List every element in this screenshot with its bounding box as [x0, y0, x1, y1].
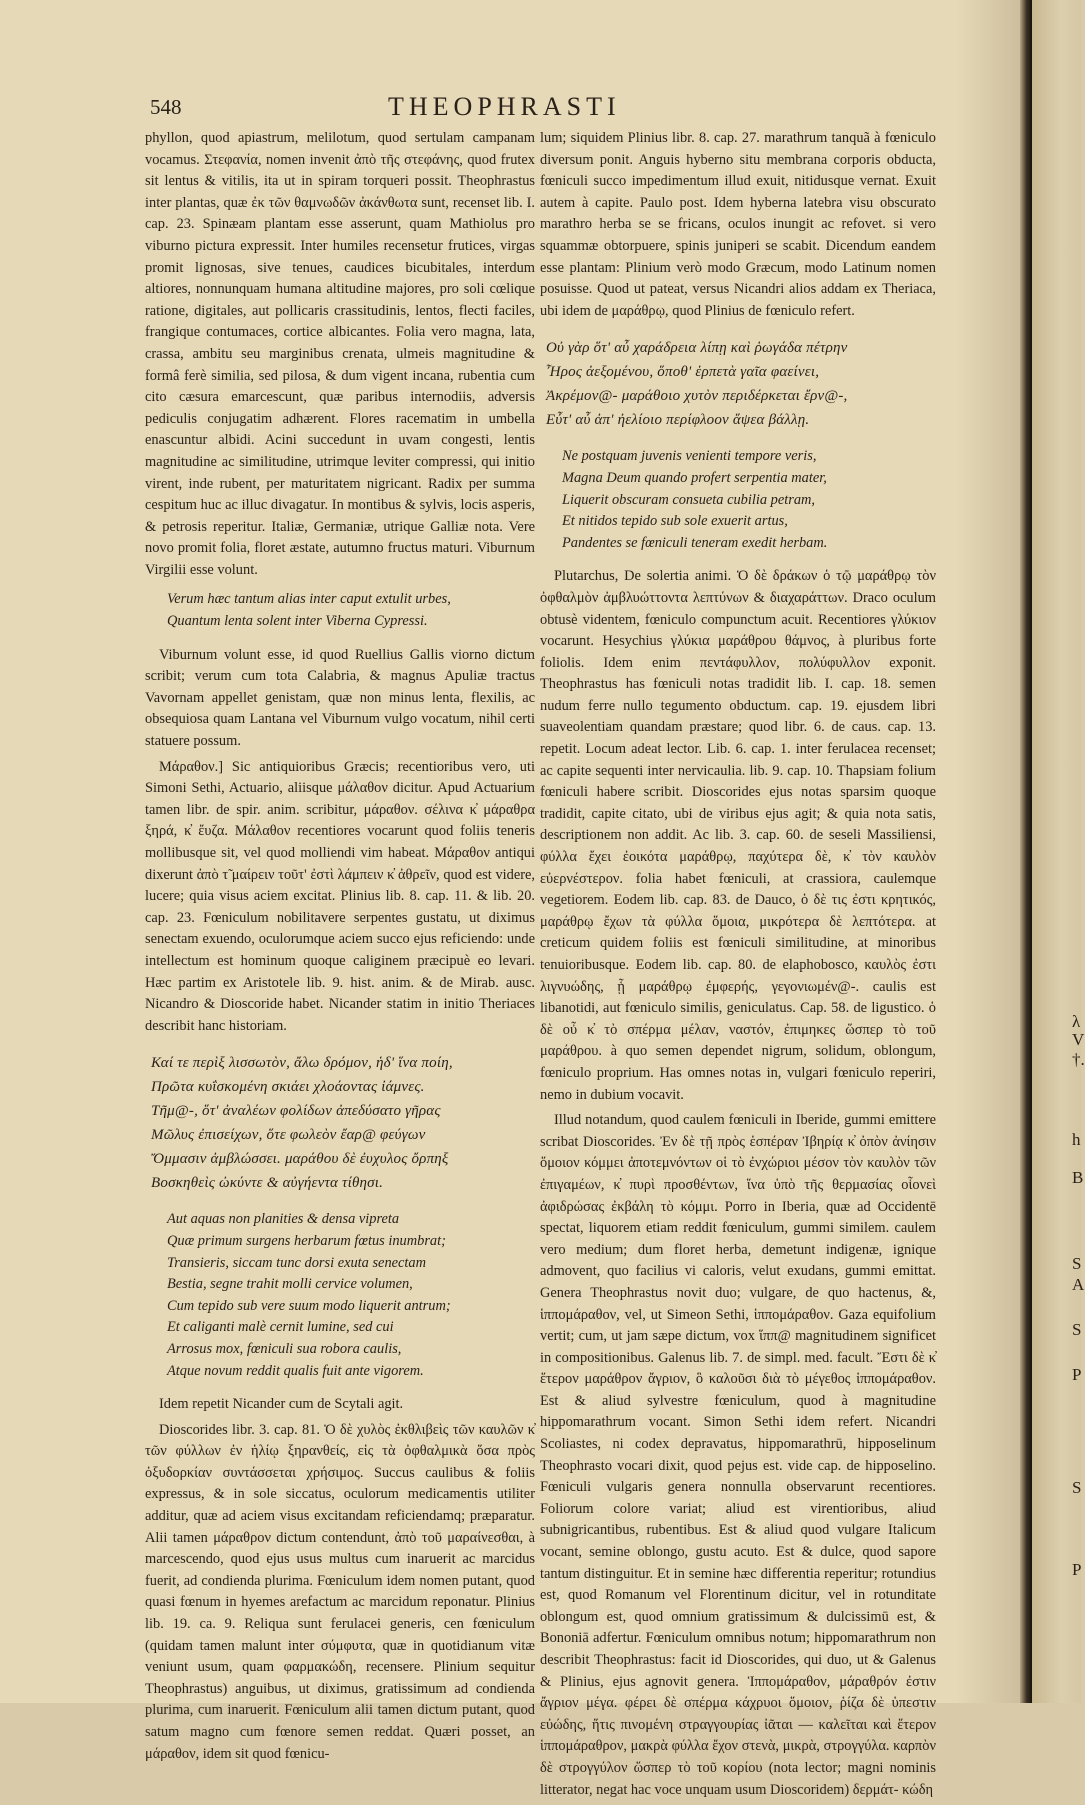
verse-line: Quantum lenta solent inter Viberna Cypressi. [167, 613, 428, 630]
glyph: S [1072, 1320, 1082, 1339]
left-column [145, 128, 535, 1769]
paragraph: Idem repetit Nicander cum de Scytali agit. [159, 1396, 404, 1413]
verse-line: Οὐ γὰρ ὅτ' αὖ χαράδρεια λίπῃ καὶ ῥωγάδα πέτρην [546, 340, 848, 357]
glyph: λ [1072, 1012, 1081, 1031]
paragraph: lum; siquidem Plinius libr. 8. cap. 27. marathrum tanquã à fœniculo diversum ponit. Anguis hyberno situ membrana corporis obducta, fœniculi succo impedimentum illud exuit, nitidusque vernat. Exuit autem à capite. Paulo post. Idem hyberna latebra visu obscurato marathro herba se se fricans, oculos inungit ac refovet. si vero squammæ obtorpuere, spinis juniperi se scabit. Dicendum eandem esse plantam: Plinium verò modo Græcum, modo Latinum nomen posuisse. Quod ut pateat, versus Nicandri alios addam ex Theriaca, ubi idem de μαράθρῳ, quod Plinius de fœniculo refert. [540, 130, 936, 319]
verse-line: Ἦρος ἀεξομένου, ὅποθ' ἑρπετὰ γαῖα φαείνει, [546, 364, 820, 381]
glyph: A [1072, 1275, 1085, 1294]
verse-line: Cum tepido sub vere suum modo liquerit antrum; [167, 1297, 451, 1314]
glyph: V [1072, 1030, 1085, 1049]
verse-line: Ὄμμασιν ἀμβλώσσει. μαράθου δὲ ἐυχυλος ὄρπηξ [151, 1151, 449, 1168]
glyph: †. [1072, 1050, 1085, 1069]
running-head: THEOPHRASTI [388, 92, 621, 121]
verse-line: Bestia, segne trahit molli cervice volumen, [167, 1276, 413, 1293]
verse-line: Ne postquam juvenis venienti tempore veris, [562, 448, 817, 465]
greek-verse [151, 1051, 535, 1195]
verse-line: Magna Deum quando profert serpentia mater, [562, 469, 827, 486]
verse-line: Atque novum reddit qualis fuit ante vigorem. [167, 1362, 424, 1379]
glyph: P [1072, 1365, 1082, 1384]
glyph: P [1072, 1560, 1082, 1579]
glyph: S [1072, 1478, 1082, 1497]
adjacent-page-edge [1032, 0, 1085, 1703]
verse-line: Καί τε περὶξ λισσωτὸν, ἄλω δρόμον, ἡδ' ἵνα ποίη, [151, 1055, 453, 1072]
verse-line: Transieris, siccam tunc dorsi exuta senectam [167, 1254, 427, 1271]
glyph: h [1072, 1130, 1081, 1149]
latin-verse [167, 589, 535, 632]
glyph: B [1072, 1168, 1084, 1187]
paragraph: phyllon, quod apiastrum, melilotum, quod sertulam campanam vocamus. Στεφανία, nomen invenit ἀπὸ τῆς στεφάνης, quod frutex sit lentus & vitilis, ita ut in spiram torqueri possit. Theophrastus inter plantas, quæ ἐκ τῶν θαμνωδῶν ἀκάνθωτα sunt, recenset lib. I. cap. 23. Spinæam plantam esse asserunt, quam Mathiolus pro viburno pictura expressit. Inter humiles recensetur frutices, virgas promit lignosas, sive tenues, caudices bicubitales, interdum altiores, nonnunquam humana altitudine majores, pro soli cœlique ratione, digitales, aut pollicaris crassitudinis, lentos, flecti faciles, frangique contumaces, cortice albicantes. Folia vero magna, lata, crassa, ambitu seu marginibus crenata, ulmeis magnitudine & formâ ferè similia, sed pilosa, & dum vigent incana, rubentia cum cito cæsura emarcescunt, quæ paribus internodiis, adversis pediculis conjugatim adhærent. Flores racematim in umbella enascuntur albidi. Acini succedunt in uvam congesti, lentis magnitudine ac similitudine, utrimque leviter compressi, qui initio virent, inde rubent, per maturitatem nigricant. Radix per summa cespitum huc ac illuc divagatur. In montibus & sylvis, locis asperis, & petrosis reperitur. Italiæ, Germaniæ, utrique Galliæ nota. Vere novo promit folia, floret æstate, autumno fructus maturi. Viburnum Virgilii esse volunt. [145, 130, 535, 578]
verse-line: Βοσκηθεὶς ὠκύντε & αὐγήεντα τίθησι. [151, 1175, 384, 1192]
verse-line: Τῆμ@-, ὅτ' ἀναλέων φολίδων ἀπεδύσατο γῆρας [151, 1103, 441, 1120]
verse-line: Aut aquas non planities & densa vipreta [167, 1211, 400, 1228]
book-gutter [1020, 0, 1032, 1703]
right-column [540, 128, 936, 1805]
latin-verse [562, 446, 936, 554]
verse-line: Et nitidos tepido sub sole exuerit artus, [562, 513, 788, 530]
verse-line: Liquerit obscuram consueta cubilia petram, [562, 491, 816, 508]
verse-line: Εὖτ' αὖ ἀπ' ἠελίοιο περίφλοον ἅψεα βάλλῃ. [546, 412, 810, 429]
glyph: S [1072, 1254, 1082, 1273]
verse-line: Et caliganti malè cernit lumine, sed cui [167, 1319, 394, 1336]
paragraph: Illud notandum, quod caulem fœniculi in Iberide, gummi emittere scribat Dioscorides. Ἐν δὲ τῇ πρὸς ἑσπέραν Ἰβηρίᾳ κ̓ ὀπὸν ἀνίησιν ὅμοιον κόμμει ἀποτεμνόντων οἱ τὸ ἐνχώριοι μέσον τὸν καυλὸν τῶν ἐπιγαμέων, κ̓ πυρὶ προσθέντων, ἵνα ὑπὸ τῆς θερμασίας οἷονεὶ ἀφιδρώσας ἐκβάλη τὸ κόμμι. Porro in Iberia, quæ ad Occidentē spectat, liquorem etiam reddit fœniculum, gummi similem. caulem vero medium; dum floret herba, demetunt indigenæ, ignique admovent, quo facilius vi caloris, velut exudans, gummi emittat. Genera Theophrastus novit duo; vulgare, de quo hactenus, &, ἱππομάραθον, vel, ut Simeon Sethi, ἱππομάραθον. Gaza equifolium vertit; cum, ut jam sæpe dictum, vox ἵππ@ magnitudinem significet in compositionibus. Galenus lib. 7. de simpl. med. facult. Ἔστι δὲ κ̓ ἕτερον μαράθρον ἄγριον, ὃ καλοῦσι διὰ τὸ μέγεθος ἱππομάραθον. Est & aliud sylvestre fœniculum, quod à magnitudine hippomarathrum vocant. Simon Sethi idem refert. Nicandri Scoliastes, ni codex depravatus, hippomarathrū, hipposelinum Theophrasto vocari dixit, quod pejus est. vide cap. de hipposelino. Fœniculi vulgaris genera nonnulla observarunt recentiores. Foliorum colore variat; aliud est virentioribus, aliud subnigricantibus, rubentibus. Est & aliud quod vulgare Italicum vocant, semine oblongo, gustu acuto. Est & dulce, quod sapore tantum distinguitur. Et in semine hæc differentia reperitur; rotundius est, quod Romanum vel Florentinum dicitur, vel in rotunditate oblongum est, quod omnium gratissimum & dulcissimū est, & Bononiā adfertur. Fœniculum omnibus notum; hippomarathrum non describit Theophrastus: facit id Dioscorides, qui duo, ut & Galenus & Plinius, ejus agnovit genera. Ἱππομάραθον, μάραθρόν ἐστιν ἄγριον μέγα. φέρει δὲ σπέρμα κάχρυοι ὅμοιον, ῥίζα δὲ ὑπεστιν εὐώδης, ἥτις πινομένη στραγγουρίας ἰᾶται — καλεῖται καὶ ἕτερον ἱππομάραθρον, μακρὰ φύλλα ἔχον στενὰ, μικρὰ, στρογγύλα. καρπὸν δὲ στρογγύλον ὥσπερ τὸ τοῦ κορίου (nota lector; magni nominis litterator, negat hac voce unquam usum Dioscoridem) δερμάτ- κώδη [540, 1112, 936, 1798]
verse-line: Quæ primum surgens herbarum fœtus inumbrat; [167, 1232, 446, 1249]
verse-line: Ἀκρέμον@- μαράθοιο χυτὸν περιδέρκεται ἔρν@-, [546, 388, 848, 405]
paragraph: Viburnum volunt esse, id quod Ruellius Gallis viorno dictum scribit; verum cum tota Calabria, & magnus Apuliæ tractus Vavornam appellet genistam, quæ non minus lenta, flexilis, ac obsequiosa quam Lantana vel Viburnum vulgo vocatum, nihil certi statuere possum. [145, 646, 535, 750]
verse-line: Verum hæc tantum alias inter caput extulit urbes, [167, 591, 451, 608]
page-shading [955, 0, 1025, 1703]
verse-line: Pandentes se fœniculi teneram exedit herbam. [562, 534, 828, 551]
greek-verse [546, 336, 936, 432]
verse-line: Μῶλυς ἐπισείχων, ὅτε φωλεὸν ἔαρ@ φεύγων [151, 1127, 426, 1144]
page-number: 548 [150, 95, 182, 119]
verse-line: Arrosus mox, fœniculi sua robora caulis, [167, 1340, 402, 1357]
paragraph: Plutarchus, De solertia animi. Ὁ δὲ δράκων ὁ τῷ μαράθρῳ τὸν ὀφθαλμὸν ἀμβλυώττοντα λεπτύνων & διαχαράττων. Draco oculum obtusè videntem, fœniculo compunctum acuit. Recentiores γλύκιον vocarunt. Hesychius γλύκια μαράθρου θάμνος, à pluribus forte foliolis. Idem enim πεντάφυλλον, πολύφυλλον exponit. Theophrastus has fœniculi notas tradidit lib. I. cap. 18. semen nudum ferre nullo tegumento obductum. cap. 19. ejusdem libri suaveolentiam quandam præstare; quod libr. 6. de caus. cap. 13. repetit. Locum adeat lector. Lib. 6. cap. 1. inter ferulacea recenset; ac capite sequenti inter nervicaulia. lib. 9. cap. 10. Thapsiam folium fœniculi habere scribit. Dioscorides ejus notas sparsim quoque tradidit, capite citato, ubi de viribus ejus agit; & quia nota satis, descriptionem non addit. Ac lib. 3. cap. 60. de seseli Massiliensi, φύλλα ἔχει ἐοικότα μαράθρῳ, παχύτερα δὲ, κ̓ τὸν καυλὸν εὐερνέστερον. folia habet fœniculi, at crassiora, caulemque vegetiorem. Eodem lib. cap. 83. de Dauco, ὁ δὲ τις ἐστι κρητικός, μαράθρῳ ἔχων τὰ φύλλα ὅμοια, μικρότερα δὲ λεπτότερα. at creticum quidem foliis est fœniculi similitudine, at minoribus tenuioribusque. Eodem lib. cap. 80. de elaphoboscο, καυλὸς ἐστι λιγνυώδης, ᾗ μαράθρῳ ἐμφερής, γεγονιωμέν@-. caulis est libanotidi, aut fœniculo similis, geniculatus. Cap. 58. de ligustico. ὁ δὲ οὖ κ̓ τὸ σπέρμα μέλαν, ναστόν, ἐπιμηκες ὥσπερ τὸ τοῦ μαράθρου. à quo semen dependet nigrum, solidum, oblongum, fœniculo proprium. Has omnes notas in, vulgari fœniculo reperiri, nemo in dubium vocavit. [540, 568, 936, 1103]
latin-verse [167, 1209, 535, 1382]
paragraph: Dioscorides libr. 3. cap. 81. Ὁ δὲ χυλὸς ἐκθλιβεὶς τῶν καυλῶν κ̓ τῶν φύλλων ἐν ἡλίῳ ξηρανθείς, εἰς τὰ ὀφθαλμικὰ ὅσα πρὸς ὀξυδορκίαν συντάσσεται χρήσιμος. Succus caulibus & foliis expressus, & in sole siccatus, oculorum medicamentis utiliter additur, quæ ad aciem visus excitandam reficiendamq; præparatur. Alii tamen μάραθρον dictum contendunt, ἀπὸ τοῦ μαραίνεσθαι, à marcescendo, quod ejus usus multus cum inaruerit ac marcidus fuerit, ad condienda plurima. Fœniculum idem nomen putant, quod quasi fœnum in hyemes arefactum ac marcidum reponatur. Plinius lib. 19. ca. 9. Reliqua sunt ferulacei generis, cen fœniculum (quidam tamen malunt inter σύμφυτα, quæ in quotidianum vitæ veniunt usum, quam φαρμακώδη, recensere. Plinium sequitur Theophrastus) anguibus, ut diximus, gratissimum ad condienda plurima, cum inaruerit. Fœniculum alii tamen dictum putant, quod satum magno cum fœnore semen reddat. Quæri posset, an μάραθον, idem sit quod fœnicu- [145, 1421, 535, 1762]
verse-line: Πρῶτα κυΐσκομένη σκιάει χλοάοντας ἰάμνες. [151, 1079, 425, 1096]
paragraph: Μάραθον.] Sic antiquioribus Græcis; recentioribus vero, uti Simoni Sethi, Actuario, aliisque μάλαθον dicitur. Apud Actuarium tamen libr. de spir. anim. scribitur, μάραθον. σέλινα κ̓ μάραθρα ξηρά, κ̓ ἔυζα. Μάλαθον recentiores vocarunt quod foliis teneris mollibusque sit, vel quod molliendi vim habeat. Μάραθον antiqui dixerunt ἀπὸ τ̃ μαίρειν τοῦτ' ἐστὶ λάμπειν κ̓ ἀθρεῖν, quod est videre, lucere; quia visus aciem excitat. Plinius lib. 8. cap. 11. & lib. 20. cap. 23. Fœniculum nobilitavere serpentes gustatu, ut diximus senectam exuendo, oculorumque aciem succo ejus reficiendo: unde intellectum est hominum quoque caliginem præcipuè eo levari. Hæc partim ex Aristotele lib. 9. hist. anim. & de Mirab. ausc. Nicandro & Dioscoride habet. Nicander statim in initio Theriaces describit hanc historiam. [145, 758, 535, 1034]
